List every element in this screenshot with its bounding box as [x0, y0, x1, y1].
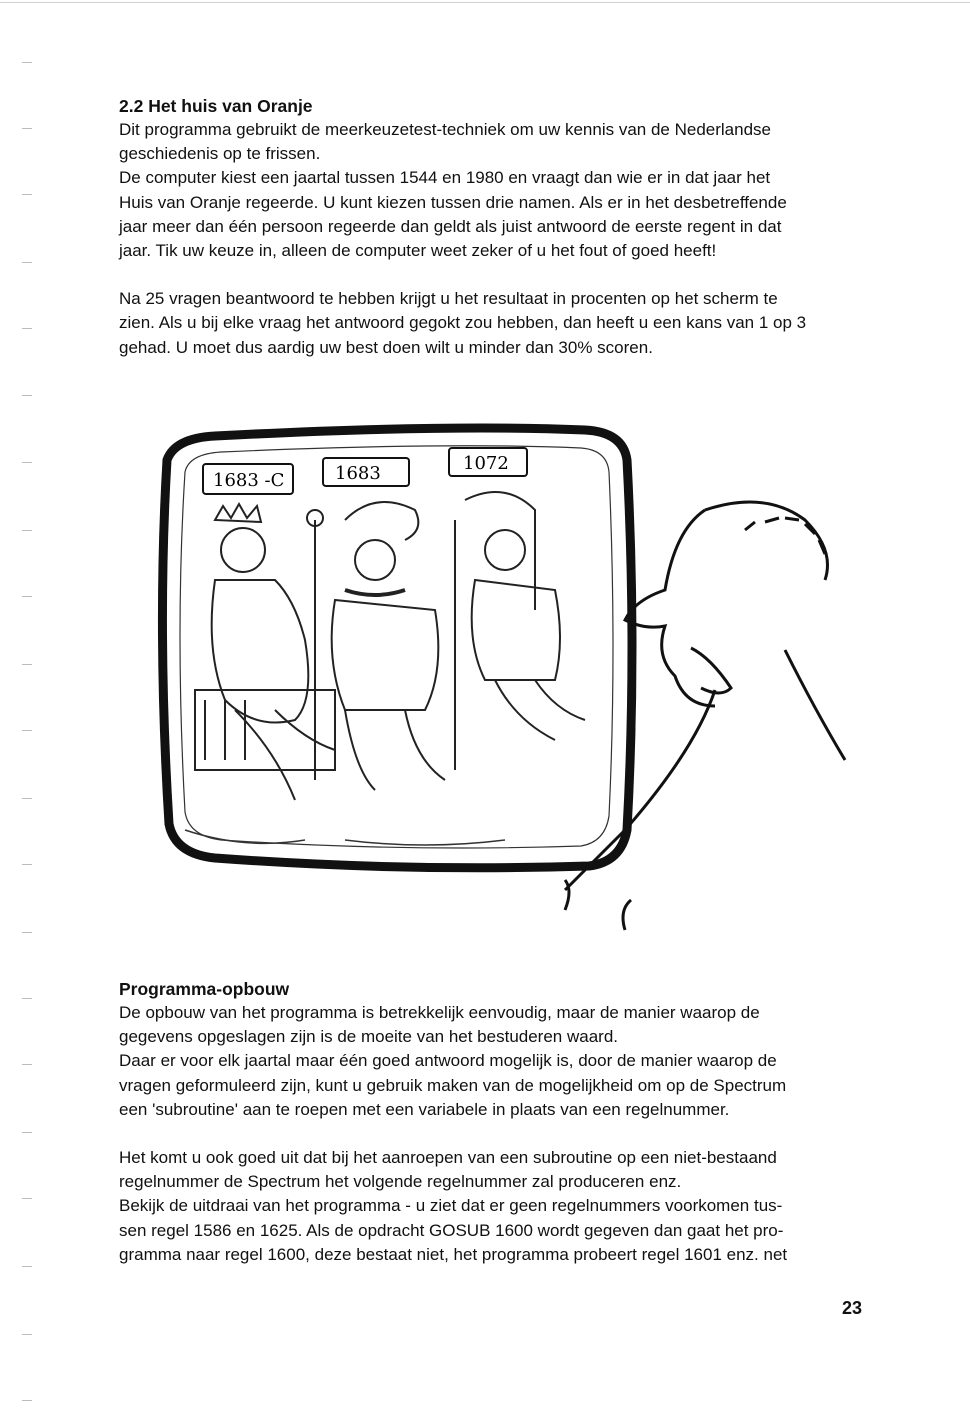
paragraph-subroutine: [119, 1146, 861, 1267]
text-line: regelnummer de Spectrum het volgende regelnummer zal produceren enz.: [119, 1172, 682, 1192]
left-edge-marks: [0, 0, 40, 1421]
paragraph-result: [119, 287, 861, 360]
section-programma-opbouw: [119, 977, 861, 1267]
year-tag-1: [203, 464, 293, 494]
text-line: jaar meer dan één persoon regeerde dan geldt als juist antwoord de eerste regent in dat: [119, 216, 782, 236]
text-line: gehad. U moet dus aardig uw best doen wilt u minder dan 30% scoren.: [119, 337, 653, 357]
text-line: Daar er voor elk jaartal maar één goed antwoord mogelijk is, door de manier waarop de: [119, 1051, 777, 1071]
text-line: vragen geformuleerd zijn, kunt u gebruik maken van de mogelijkheid om op de Spectrum: [119, 1075, 787, 1095]
text-line: gramma naar regel 1600, deze bestaat niet, het programma probeert regel 1601 enz. net: [119, 1244, 788, 1264]
text-line: Bekijk de uitdraai van het programma - u ziet dat er geen regelnummers voorkomen tus-: [119, 1196, 783, 1216]
section-heading: Programma-opbouw: [119, 979, 290, 999]
text-line: sen regel 1586 en 1625. Als de opdracht GOSUB 1600 wordt gegeven dan gaat het pro-: [119, 1220, 784, 1240]
year-tag-3: [449, 448, 527, 476]
year-tag-text: 1072: [463, 453, 509, 474]
paragraph-intro: [119, 118, 861, 263]
text-line: Na 25 vragen beantwoord te hebben krijgt u het resultaat in procenten op het scherm te: [119, 289, 778, 309]
text-line: Huis van Oranje regeerde. U kunt kiezen tussen drie namen. Als er in het desbetreffende: [119, 192, 787, 212]
text-line: Het komt u ook goed uit dat bij het aanroepen van een subroutine op een niet-bestaand: [119, 1148, 777, 1168]
text-line: een 'subroutine' aan te roepen met een variabele in plaats van een regelnummer.: [119, 1099, 730, 1119]
text-line: jaar. Tik uw keuze in, alleen de computer weet zeker of u het fout of goed heeft!: [119, 241, 717, 261]
year-tag-text: 1683: [335, 463, 381, 484]
text-line: geschiedenis op te frissen.: [119, 144, 321, 164]
top-rule: [0, 2, 970, 3]
year-tag-text: 1683 -C: [213, 470, 285, 491]
page-number: 23: [841, 1298, 862, 1318]
text-line: De computer kiest een jaartal tussen 1544 en 1980 en vraagt dan wie er in dat jaar het: [119, 168, 771, 188]
text-line: zien. Als u bij elke vraag het antwoord gegokt zou hebben, dan heeft u een kans van 1 op 3: [119, 313, 807, 333]
section-heading: 2.2 Het huis van Oranje: [119, 96, 313, 116]
section-het-huis-van-oranje: [119, 94, 861, 360]
cartoon-illustration: [145, 410, 865, 950]
text-line: gegevens opgeslagen zijn is de moeite van het bestuderen waard.: [119, 1027, 619, 1047]
year-tag-2: [323, 458, 409, 486]
text-line: Dit programma gebruikt de meerkeuzetest-techniek om uw kennis van de Nederlandse: [119, 120, 771, 139]
paragraph-structure: [119, 1001, 861, 1122]
text-line: De opbouw van het programma is betrekkelijk eenvoudig, maar de manier waarop de: [119, 1003, 760, 1022]
